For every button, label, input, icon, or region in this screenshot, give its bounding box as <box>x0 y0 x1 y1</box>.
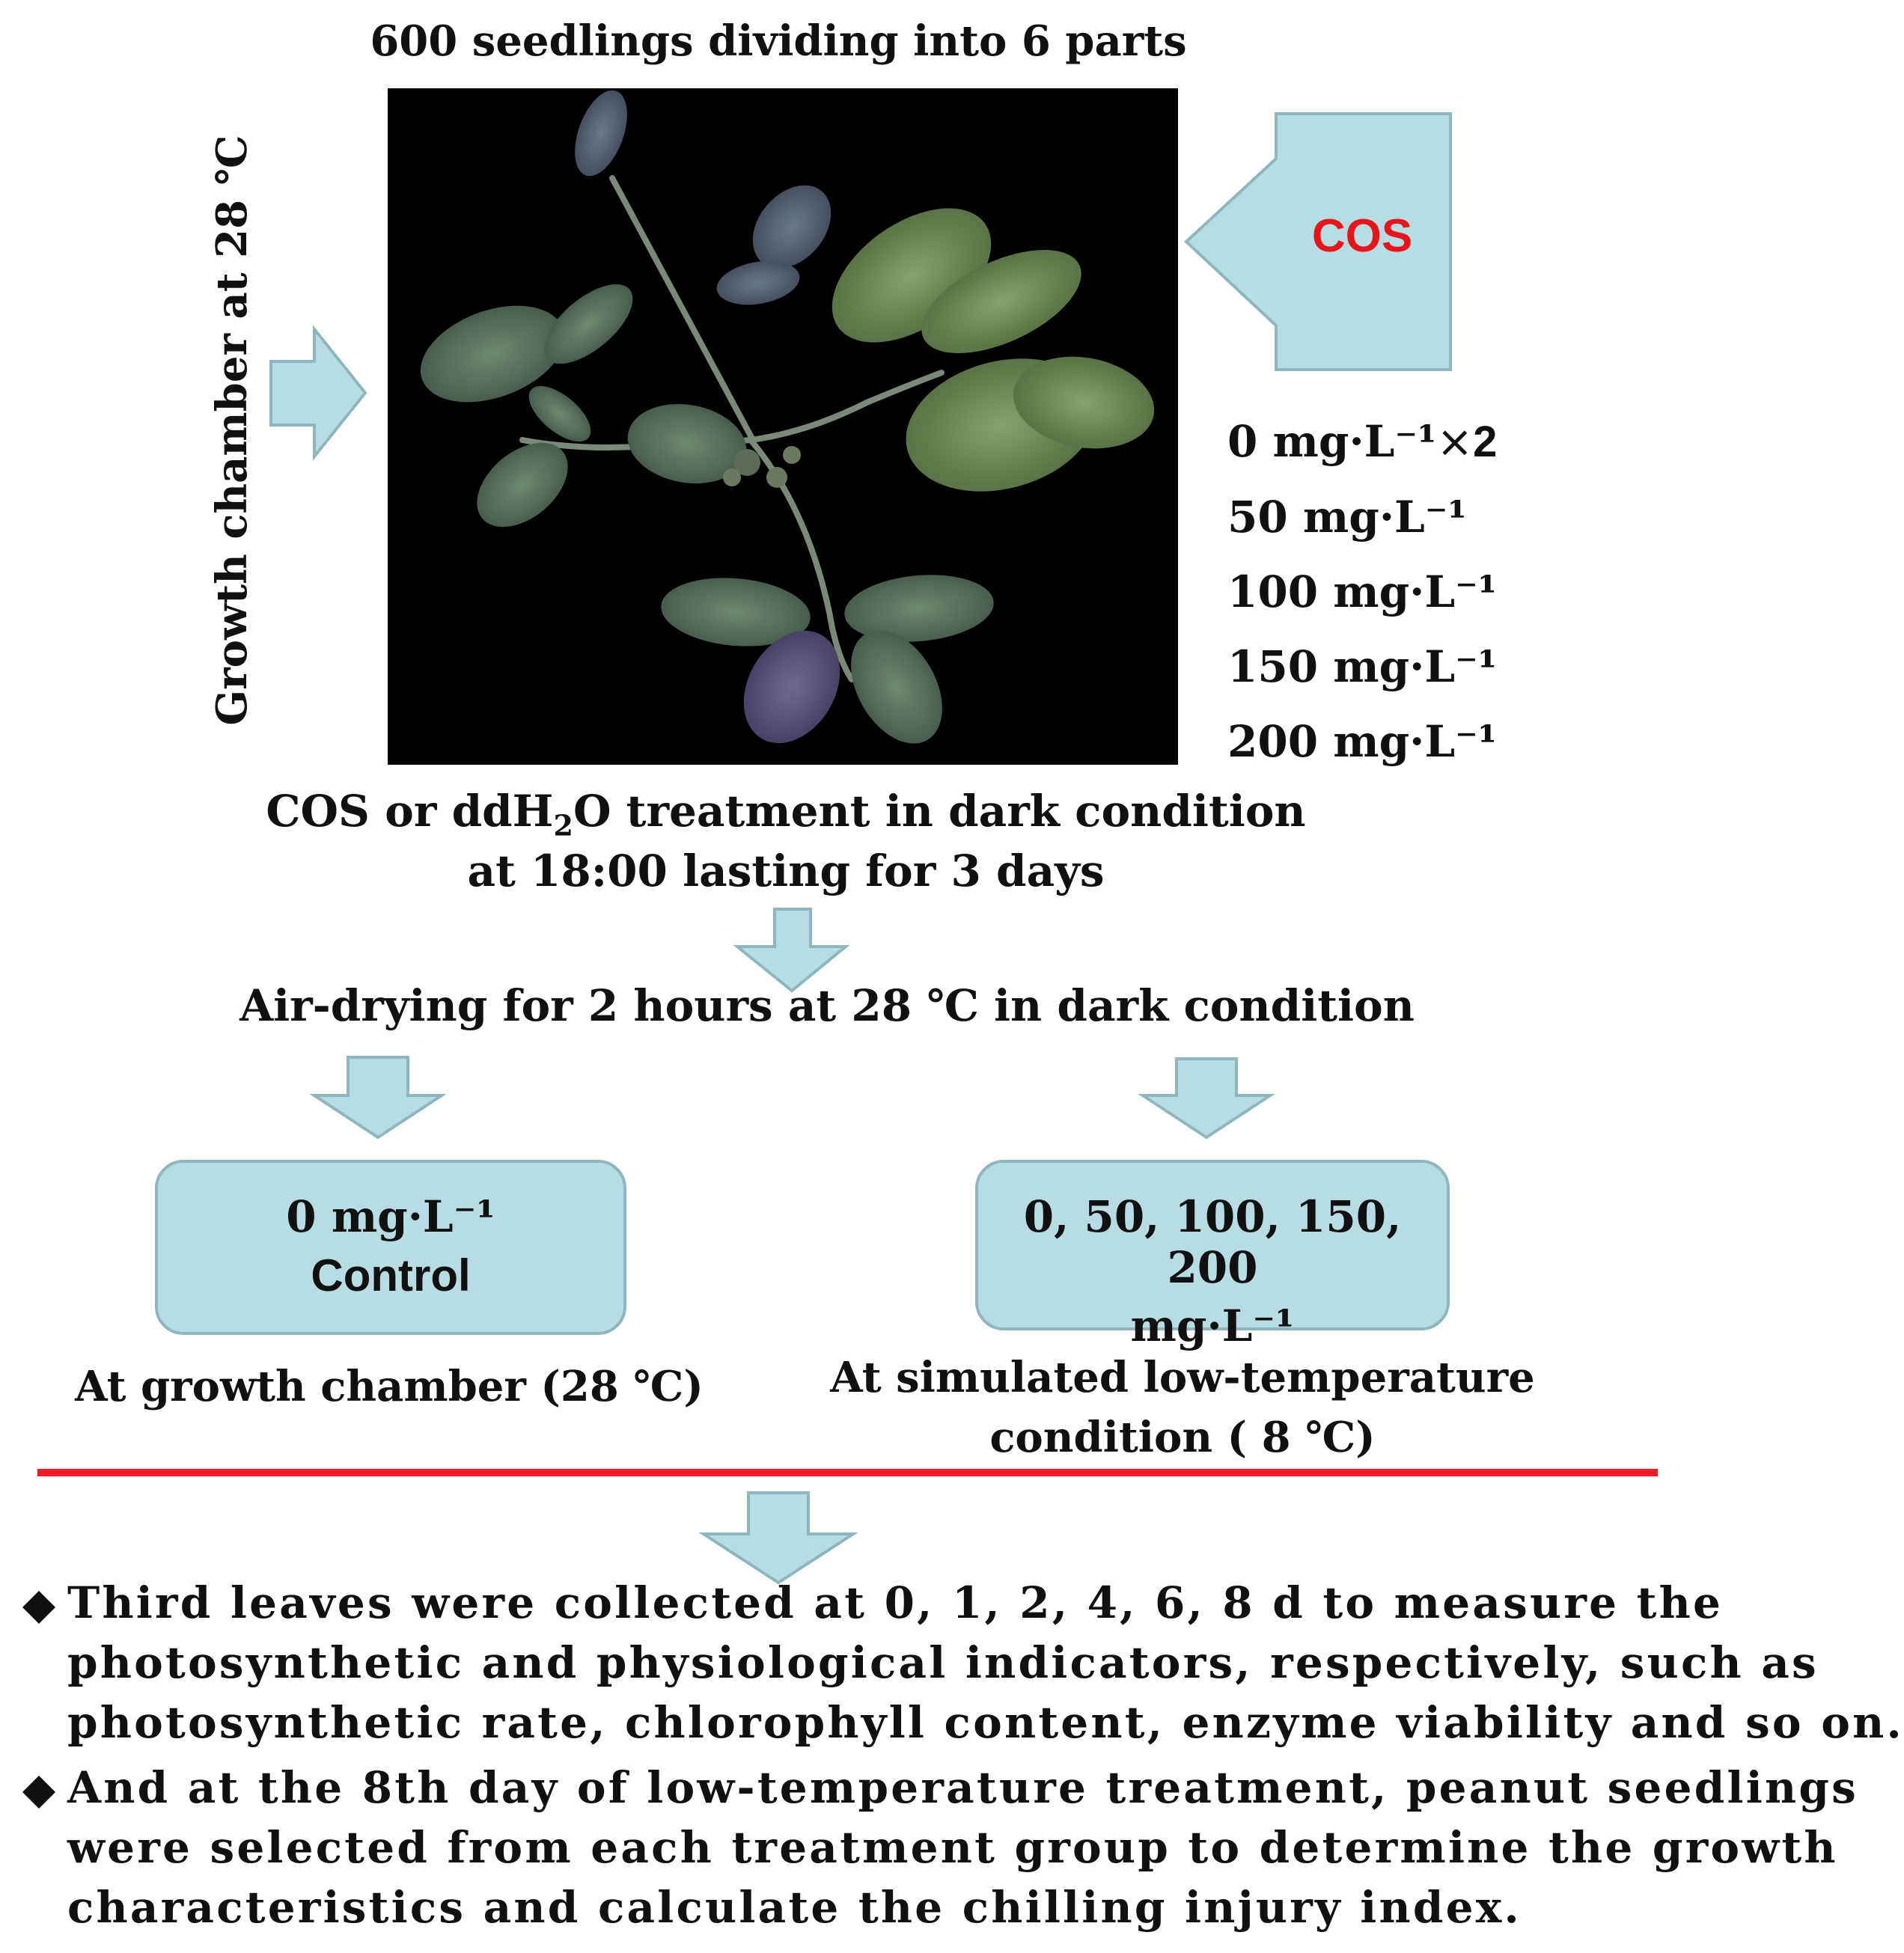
down-arrow-right-icon <box>1143 1059 1270 1137</box>
concentration-100: 100 mg·L⁻¹ <box>1227 566 1498 617</box>
down-arrow-bottom-icon <box>704 1493 853 1583</box>
control-group-box <box>155 1160 626 1335</box>
treatment-line-2: at 18:00 lasting for 3 days <box>467 846 1105 896</box>
concentration-50: 50 mg·L⁻¹ <box>1227 492 1467 542</box>
bullet-1-line-2: photosynthetic and physiological indicators, respectively, such as <box>67 1637 1819 1688</box>
low-temperature-group-box <box>975 1160 1450 1351</box>
growth-chamber-text: Growth chamber at 28 ℃ <box>207 135 257 726</box>
diamond-bullet-icon <box>16 1762 61 1822</box>
control-concentration: 0 mg·L⁻¹ <box>286 1191 495 1242</box>
low-temp-caption-line-2: condition ( 8 ℃) <box>989 1413 1376 1462</box>
concentration-150: 150 mg·L⁻¹ <box>1227 641 1498 692</box>
down-arrow-left-icon <box>314 1057 442 1137</box>
down-arrow-icon <box>737 909 846 991</box>
bullet-1-line-1: Third leaves were collected at 0, 1, 2, 4, 6, 8 d to measure the <box>67 1577 1724 1628</box>
bullet-2-line-1: And at the 8th day of low-temperature treatment, peanut seedlings <box>67 1762 1858 1813</box>
right-arrow-icon <box>271 329 365 456</box>
concentration-200: 200 mg·L⁻¹ <box>1227 716 1498 767</box>
concentration-0: 0 mg·L⁻¹×2 <box>1227 416 1498 467</box>
control-label: Control <box>311 1250 471 1301</box>
bullet-2-line-3: characteristics and calculate the chilling injury index. <box>67 1882 1522 1933</box>
low-temp-caption-line-1: At simulated low-temperature <box>830 1353 1535 1402</box>
concentration-list <box>1227 404 1497 779</box>
air-drying-step: Air-drying for 2 hours at 28 ℃ in dark condition <box>239 980 1415 1031</box>
bullet-2-line-2: were selected from each treatment group to determine the growth <box>67 1822 1838 1873</box>
cos-label: COS <box>1311 210 1413 262</box>
control-caption: At growth chamber (28 ℃) <box>75 1362 704 1411</box>
low-temp-unit: mg·L⁻¹ <box>1130 1301 1295 1351</box>
diagram-title: 600 seedlings dividing into 6 parts <box>370 16 1187 66</box>
treatment-line-1: COS or ddH$_2$O treatment in dark condition <box>266 786 1306 843</box>
bullet-1-line-3: photosynthetic rate, chlorophyll content, enzyme viability and so on. <box>67 1697 1904 1748</box>
low-temp-concentrations: 0, 50, 100, 150, 200 <box>1023 1191 1402 1293</box>
diamond-bullet-icon <box>16 1577 61 1637</box>
divider-line <box>37 1469 1658 1476</box>
